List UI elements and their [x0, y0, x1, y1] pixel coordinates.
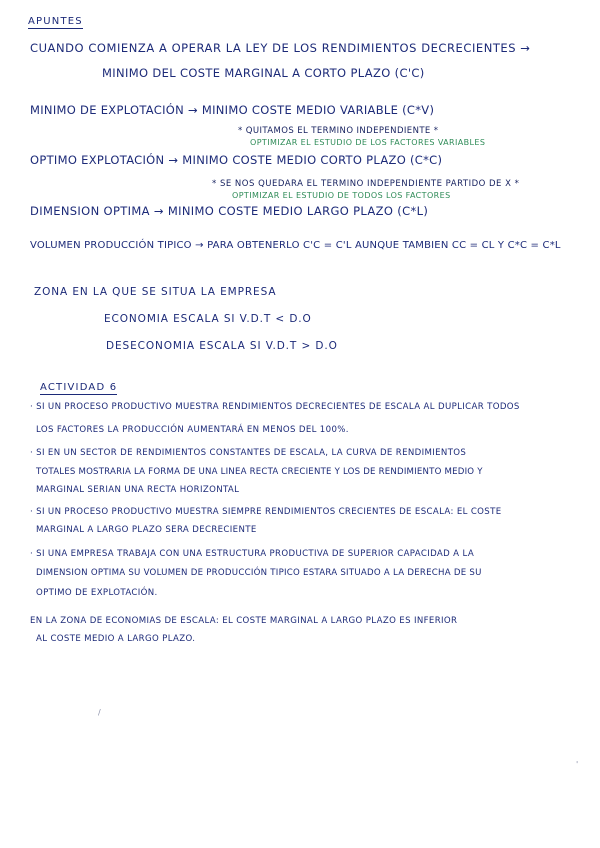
note-line: ECONOMIA ESCALA SI V.D.T < D.O: [104, 313, 312, 325]
activity-line: · SI UN PROCESO PRODUCTIVO MUESTRA RENDIMIENTOS DECRECIENTES DE ESCALA AL DUPLICAR TODOS: [30, 402, 520, 412]
note-line: MINIMO DE EXPLOTACIÓN → MINIMO COSTE MEDIO VARIABLE (C*V): [30, 103, 435, 117]
activity-title: ACTIVIDAD 6: [40, 382, 118, 393]
stray-pen-mark: ': [576, 760, 579, 769]
activity-line: AL COSTE MEDIO A LARGO PLAZO.: [36, 634, 196, 644]
note-line: CUANDO COMIENZA A OPERAR LA LEY DE LOS RENDIMIENTOS DECRECIENTES →: [30, 41, 531, 55]
activity-line: LOS FACTORES LA PRODUCCIÓN AUMENTARÁ EN MENOS DEL 100%.: [36, 425, 349, 435]
activity-line: OPTIMO DE EXPLOTACIÓN.: [36, 588, 158, 598]
activity-line: · SI UN PROCESO PRODUCTIVO MUESTRA SIEMPRE RENDIMIENTOS CRECIENTES DE ESCALA: EL COSTE: [30, 507, 502, 517]
note-line: OPTIMO EXPLOTACIÓN → MINIMO COSTE MEDIO CORTO PLAZO (C*C): [30, 153, 443, 167]
note-line-green: OPTIMIZAR EL ESTUDIO DE LOS FACTORES VARIABLES: [250, 138, 486, 147]
note-line: VOLUMEN PRODUCCIÓN TIPICO → PARA OBTENERLO C'C = C'L AUNQUE TAMBIEN CC = CL Y C*C = C*L: [30, 240, 561, 251]
note-line: DESECONOMIA ESCALA SI V.D.T > D.O: [106, 340, 338, 352]
activity-line: TOTALES MOSTRARIA LA FORMA DE UNA LINEA RECTA CRECIENTE Y LOS DE RENDIMIENTO MEDIO Y: [36, 467, 483, 477]
stray-pen-mark: /: [98, 708, 101, 717]
activity-line: · SI UNA EMPRESA TRABAJA CON UNA ESTRUCTURA PRODUCTIVA DE SUPERIOR CAPACIDAD A LA: [30, 549, 475, 559]
activity-line: MARGINAL SERIAN UNA RECTA HORIZONTAL: [36, 485, 240, 495]
note-line-green: OPTIMIZAR EL ESTUDIO DE TODOS LOS FACTORES: [232, 191, 451, 200]
note-line: DIMENSION OPTIMA → MINIMO COSTE MEDIO LARGO PLAZO (C*L): [30, 204, 429, 218]
activity-line: MARGINAL A LARGO PLAZO SERA DECRECIENTE: [36, 525, 257, 535]
page-title: APUNTES: [28, 16, 83, 27]
activity-line: DIMENSION OPTIMA SU VOLUMEN DE PRODUCCIÓN TIPICO ESTARA SITUADO A LA DERECHA DE SU: [36, 568, 482, 578]
note-line: ZONA EN LA QUE SE SITUA LA EMPRESA: [34, 286, 277, 298]
note-line: * SE NOS QUEDARA EL TERMINO INDEPENDIENTE PARTIDO DE X *: [212, 179, 520, 189]
note-line: MINIMO DEL COSTE MARGINAL A CORTO PLAZO (C'C): [102, 66, 425, 80]
activity-line: · SI EN UN SECTOR DE RENDIMIENTOS CONSTANTES DE ESCALA, LA CURVA DE RENDIMIENTOS: [30, 448, 467, 458]
note-line: * QUITAMOS EL TERMINO INDEPENDIENTE *: [238, 126, 439, 136]
activity-line: EN LA ZONA DE ECONOMIAS DE ESCALA: EL COSTE MARGINAL A LARGO PLAZO ES INFERIOR: [30, 616, 458, 626]
